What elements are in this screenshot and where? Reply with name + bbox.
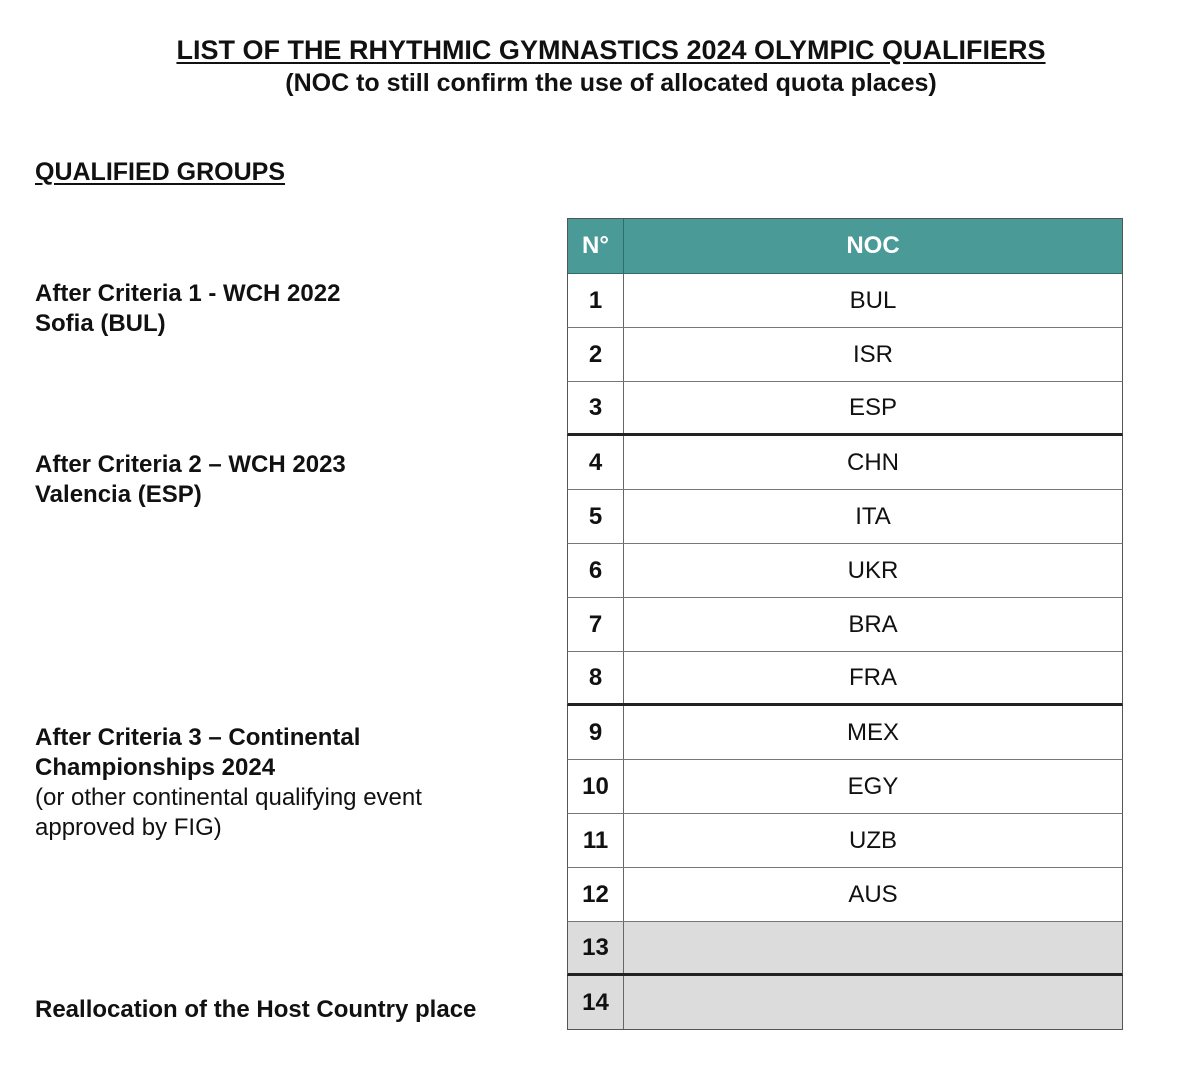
criteria-3-line2: Championships 2024 xyxy=(35,754,276,781)
criteria-4-label xyxy=(35,995,476,1025)
row-number: 2 xyxy=(568,328,624,381)
row-number: 12 xyxy=(568,868,624,921)
header-number: N° xyxy=(568,219,624,273)
table-row xyxy=(567,382,1123,436)
criteria-1-line2: Sofia (BUL) xyxy=(35,310,166,337)
row-noc: AUS xyxy=(848,880,898,908)
criteria-3-note2: approved by FIG) xyxy=(35,814,222,841)
table-row xyxy=(567,328,1123,382)
row-number: 13 xyxy=(568,922,624,973)
row-number: 10 xyxy=(568,760,624,813)
criteria-1-line1: After Criteria 1 - WCH 2022 xyxy=(35,280,341,307)
page-title: LIST OF THE RHYTHMIC GYMNASTICS 2024 OLYMPIC QUALIFIERS xyxy=(176,35,1046,65)
row-noc: CHN xyxy=(847,448,899,476)
table-row xyxy=(567,706,1123,760)
row-noc: FRA xyxy=(849,663,897,691)
page-subtitle: (NOC to still confirm the use of allocated quota places) xyxy=(285,69,937,97)
row-number: 11 xyxy=(568,814,624,867)
row-number: 7 xyxy=(568,598,624,651)
table-row xyxy=(567,814,1123,868)
row-number: 5 xyxy=(568,490,624,543)
table-row xyxy=(567,976,1123,1030)
table-row xyxy=(567,598,1123,652)
row-number: 14 xyxy=(568,976,624,1029)
row-noc: ITA xyxy=(855,502,891,530)
table-row xyxy=(567,490,1123,544)
row-number: 8 xyxy=(568,652,624,703)
row-noc: UZB xyxy=(849,826,897,854)
criteria-1-label xyxy=(35,279,340,339)
criteria-2-label xyxy=(35,450,346,510)
row-noc: ISR xyxy=(852,340,893,368)
row-number: 9 xyxy=(568,706,624,759)
row-noc xyxy=(624,976,1122,1029)
row-noc xyxy=(624,922,1122,973)
table-row xyxy=(567,760,1123,814)
criteria-4-line1: Reallocation of the Host Country place xyxy=(35,996,477,1023)
table-row xyxy=(567,274,1123,328)
row-number: 1 xyxy=(568,274,624,327)
criteria-2-line1: After Criteria 2 – WCH 2023 xyxy=(35,451,346,478)
criteria-3-note1: (or other continental qualifying event xyxy=(35,784,422,811)
row-number: 4 xyxy=(568,436,624,489)
table-row xyxy=(567,922,1123,976)
header-noc: NOC xyxy=(846,232,900,259)
row-number: 3 xyxy=(568,382,624,433)
row-noc: MEX xyxy=(846,718,899,746)
criteria-3-label xyxy=(35,723,422,843)
table-row xyxy=(567,436,1123,490)
row-number: 6 xyxy=(568,544,624,597)
row-noc: UKR xyxy=(847,556,899,584)
table-row xyxy=(567,868,1123,922)
section-title: QUALIFIED GROUPS xyxy=(35,158,286,186)
table-header-row xyxy=(567,218,1123,274)
row-noc: BUL xyxy=(849,286,897,314)
table-row xyxy=(567,652,1123,706)
table-row xyxy=(567,544,1123,598)
qualifiers-table xyxy=(567,218,1123,1030)
row-noc: BRA xyxy=(848,610,898,638)
row-noc: EGY xyxy=(847,772,899,800)
criteria-2-line2: Valencia (ESP) xyxy=(35,481,202,508)
row-noc: ESP xyxy=(848,393,898,421)
criteria-3-line1: After Criteria 3 – Continental xyxy=(35,724,361,751)
